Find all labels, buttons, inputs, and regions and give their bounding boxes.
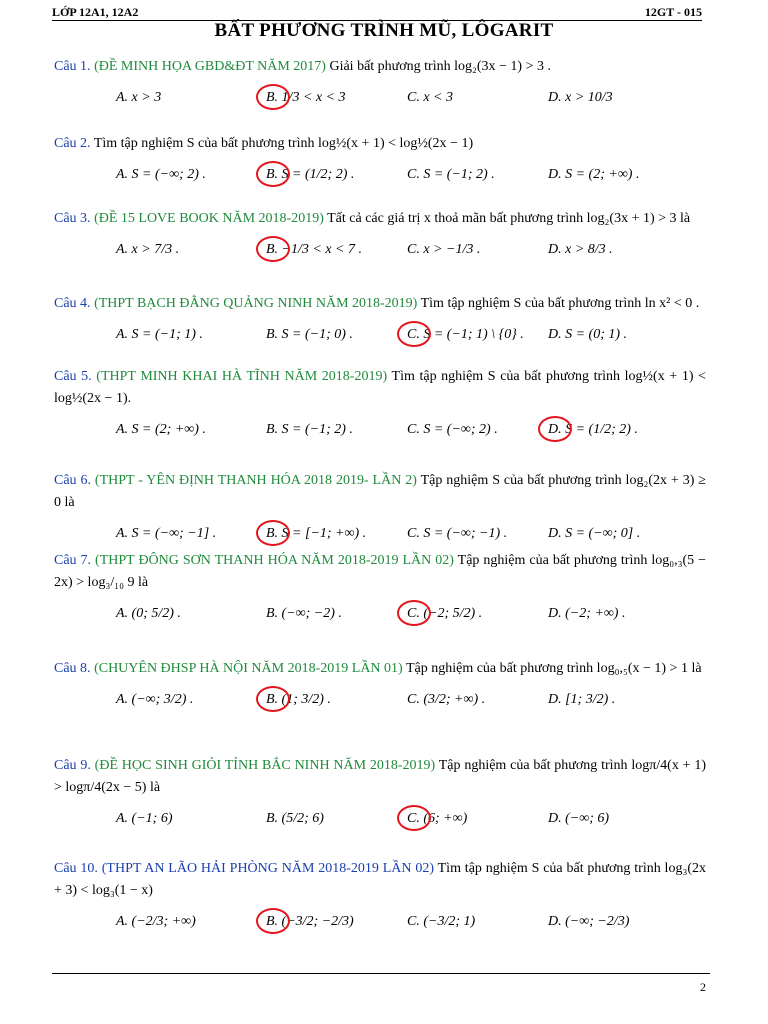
question-text: Tập nghiệm của bất phương trình log₀,₃(5 − 2x) > log₃/₁₀ 9 là — [54, 553, 707, 590]
option-text: A. S = (2; +∞) . — [116, 422, 206, 437]
answer-options — [54, 315, 706, 355]
question-source: (THPT ĐÔNG SƠN THANH HÓA NĂM 2018-2019 LẦN 02) — [95, 553, 454, 568]
option-text: B. S = (−1; 0) . — [266, 327, 353, 342]
page-header — [52, 4, 702, 21]
question-number: Câu 7. — [54, 553, 92, 568]
question-text: Tìm tập nghiệm S của bất phương trình log₃(2x + 3) < log₃(1 − x) — [54, 861, 706, 898]
option-text: B. S = (1/2; 2) . — [266, 167, 355, 182]
option-text: A. S = (−1; 1) . — [116, 327, 203, 342]
question-source: (THPT - YÊN ĐỊNH THANH HÓA 2018 2019- LẦN 2) — [94, 473, 417, 488]
option-text: C. (6; +∞) — [407, 811, 468, 826]
option-text: C. x > −1/3 . — [407, 242, 481, 257]
answer-options — [54, 902, 706, 942]
question-text: Tập nghiệm của bất phương trình log₀,₅(x − 1) > 1 là — [405, 661, 702, 676]
option-text: C. (−2; 5/2) . — [407, 606, 483, 621]
option-text: D. x > 8/3 . — [548, 242, 613, 257]
question-source: (ĐỀ 15 LOVE BOOK NĂM 2018-2019) — [94, 211, 324, 226]
option-text: C. (−3/2; 1) — [407, 914, 476, 929]
question-text: Giải bất phương trình log₂(3x − 1) > 3 . — [329, 59, 551, 74]
answer-option-b[interactable] — [266, 155, 354, 195]
answer-option-b[interactable] — [266, 514, 366, 554]
answer-option-d[interactable] — [548, 594, 625, 634]
question-9 — [54, 755, 706, 839]
answer-options — [54, 680, 706, 720]
answer-option-c[interactable] — [407, 155, 495, 195]
answer-option-c[interactable] — [407, 410, 498, 450]
question-stem — [54, 550, 706, 594]
answer-option-b[interactable] — [266, 410, 353, 450]
option-text: A. (−1; 6) — [116, 811, 173, 826]
answer-option-d[interactable] — [548, 78, 613, 118]
question-text: Tập nghiệm của bất phương trình logπ/4(x + 1) > logπ/4(2x − 5) là — [54, 758, 706, 795]
option-text: C. S = (−∞; 2) . — [407, 422, 498, 437]
question-source: (ĐỀ MINH HỌA GBD&ĐT NĂM 2017) — [94, 59, 326, 74]
question-2 — [54, 133, 706, 195]
answer-options — [54, 155, 706, 195]
answer-option-d[interactable] — [548, 680, 615, 720]
option-text: C. (3/2; +∞) . — [407, 692, 486, 707]
question-stem — [54, 366, 706, 410]
answer-option-a[interactable] — [116, 410, 206, 450]
answer-option-c[interactable] — [407, 594, 482, 634]
option-text: B. (1; 3/2) . — [266, 692, 331, 707]
answer-options — [54, 514, 706, 554]
answer-option-c[interactable] — [407, 315, 524, 355]
answer-option-c[interactable] — [407, 680, 485, 720]
answer-option-b[interactable] — [266, 902, 354, 942]
answer-option-d[interactable] — [548, 410, 638, 450]
option-text: D. S = (1/2; 2) . — [548, 422, 638, 437]
question-6 — [54, 470, 706, 554]
question-stem — [54, 56, 706, 78]
option-text: D. S = (0; 1) . — [548, 327, 628, 342]
question-number: Câu 6. — [54, 473, 91, 488]
answer-options — [54, 410, 706, 450]
question-source: (ĐỀ HỌC SINH GIỎI TỈNH BẮC NINH NĂM 2018-2019) — [94, 758, 436, 773]
question-source: (THPT AN LÃO HẢI PHÒNG NĂM 2018-2019 LẦN 02) — [101, 861, 435, 876]
answer-option-b[interactable] — [266, 594, 342, 634]
option-text: D. S = (2; +∞) . — [548, 167, 640, 182]
option-text: D. x > 10/3 — [548, 90, 613, 105]
answer-option-c[interactable] — [407, 78, 453, 118]
answer-option-d[interactable] — [548, 799, 609, 839]
question-text: Tập nghiệm S của bất phương trình log₂(2x + 3) ≥ 0 là — [54, 473, 706, 510]
question-1 — [54, 56, 706, 118]
option-text: A. x > 7/3 . — [116, 242, 180, 257]
answer-options — [54, 230, 706, 270]
answer-option-c[interactable] — [407, 902, 475, 942]
answer-option-c[interactable] — [407, 230, 480, 270]
answer-option-a[interactable] — [116, 902, 196, 942]
page-title: BẤT PHƯƠNG TRÌNH MŨ, LÔGARIT — [214, 20, 554, 41]
answer-option-a[interactable] — [116, 315, 203, 355]
answer-option-a[interactable] — [116, 514, 216, 554]
question-stem — [54, 755, 706, 799]
answer-option-d[interactable] — [548, 230, 613, 270]
option-text: C. S = (−1; 1) \ {0} . — [407, 327, 524, 342]
answer-option-d[interactable] — [548, 902, 629, 942]
option-text: D. S = (−∞; 0] . — [548, 526, 641, 541]
question-stem — [54, 208, 706, 230]
option-text: D. [1; 3/2) . — [548, 692, 616, 707]
answer-option-a[interactable] — [116, 230, 179, 270]
option-text: B. (−∞; −2) . — [266, 606, 342, 621]
question-text: Tất cả các giá trị x thoả mãn bất phương trình log₂(3x + 1) > 3 là — [327, 211, 691, 226]
answer-options — [54, 78, 706, 118]
question-number: Câu 8. — [54, 661, 91, 676]
option-text: A. (−∞; 3/2) . — [116, 692, 194, 707]
option-text: C. S = (−1; 2) . — [407, 167, 495, 182]
option-text: B. (−3/2; −2/3) — [266, 914, 354, 929]
question-stem — [54, 858, 706, 902]
question-10 — [54, 858, 706, 942]
question-3 — [54, 208, 706, 270]
option-text: A. x > 3 — [116, 90, 162, 105]
question-text: Tìm tập nghiệm S của bất phương trình ln x² < 0 . — [420, 296, 700, 311]
option-text: B. 1/3 < x < 3 — [266, 90, 346, 105]
question-source: (THPT MINH KHAI HÀ TĨNH NĂM 2018-2019) — [96, 369, 388, 384]
question-number: Câu 10. — [54, 861, 98, 876]
question-number: Câu 5. — [54, 369, 92, 384]
question-stem — [54, 470, 706, 514]
option-text: D. (−∞; 6) — [548, 811, 610, 826]
option-text: A. S = (−∞; 2) . — [116, 167, 206, 182]
question-number: Câu 1. — [54, 59, 91, 74]
question-7 — [54, 550, 706, 634]
question-stem — [54, 133, 706, 155]
answer-option-b[interactable] — [266, 230, 362, 270]
option-text: B. (5/2; 6) — [266, 811, 324, 826]
question-number: Câu 4. — [54, 296, 91, 311]
answer-option-a[interactable] — [116, 78, 161, 118]
question-5 — [54, 366, 706, 450]
option-text: A. (0; 5/2) . — [116, 606, 181, 621]
option-text: D. (−2; +∞) . — [548, 606, 626, 621]
answer-option-b[interactable] — [266, 680, 331, 720]
option-text: B. −1/3 < x < 7 . — [266, 242, 362, 257]
answer-option-c[interactable] — [407, 799, 467, 839]
question-text: Tìm tập nghiệm S của bất phương trình log½(x + 1) < log½(2x − 1). — [54, 369, 706, 406]
answer-option-a[interactable] — [116, 799, 173, 839]
answer-option-d[interactable] — [548, 315, 627, 355]
question-text: Tìm tập nghiệm S của bất phương trình log½(x + 1) < log½(2x − 1) — [93, 136, 474, 151]
answer-option-a[interactable] — [116, 594, 181, 634]
answer-options — [54, 594, 706, 634]
option-text: D. (−∞; −2/3) — [548, 914, 630, 929]
answer-option-d[interactable] — [548, 155, 639, 195]
option-text: A. S = (−∞; −1] . — [116, 526, 217, 541]
header-class: LỚP 12A1, 12A2 — [52, 5, 139, 19]
answer-option-b[interactable] — [266, 78, 346, 118]
answer-option-b[interactable] — [266, 315, 353, 355]
option-text: B. S = (−1; 2) . — [266, 422, 353, 437]
question-4 — [54, 293, 706, 355]
header-code: 12GT - 015 — [644, 5, 702, 19]
answer-option-a[interactable] — [116, 680, 193, 720]
question-source: (CHUYÊN ĐHSP HÀ NỘI NĂM 2018-2019 LẦN 01) — [94, 661, 403, 676]
question-stem — [54, 293, 706, 315]
answer-option-d[interactable] — [548, 514, 640, 554]
question-number: Câu 3. — [54, 211, 91, 226]
question-number: Câu 2. — [54, 136, 91, 151]
question-stem — [54, 658, 706, 680]
footer-divider — [52, 973, 710, 974]
option-text: C. S = (−∞; −1) . — [407, 526, 508, 541]
question-number: Câu 9. — [54, 758, 91, 773]
answer-options — [54, 799, 706, 839]
answer-option-a[interactable] — [116, 155, 206, 195]
option-text: B. S = [−1; +∞) . — [266, 526, 367, 541]
option-text: A. (−2/3; +∞) — [116, 914, 196, 929]
page-number: 2 — [700, 980, 706, 994]
answer-option-c[interactable] — [407, 514, 507, 554]
option-text: C. x < 3 — [407, 90, 453, 105]
answer-option-b[interactable] — [266, 799, 324, 839]
question-8 — [54, 658, 706, 720]
question-source: (THPT BẠCH ĐẰNG QUẢNG NINH NĂM 2018-2019) — [94, 296, 418, 311]
